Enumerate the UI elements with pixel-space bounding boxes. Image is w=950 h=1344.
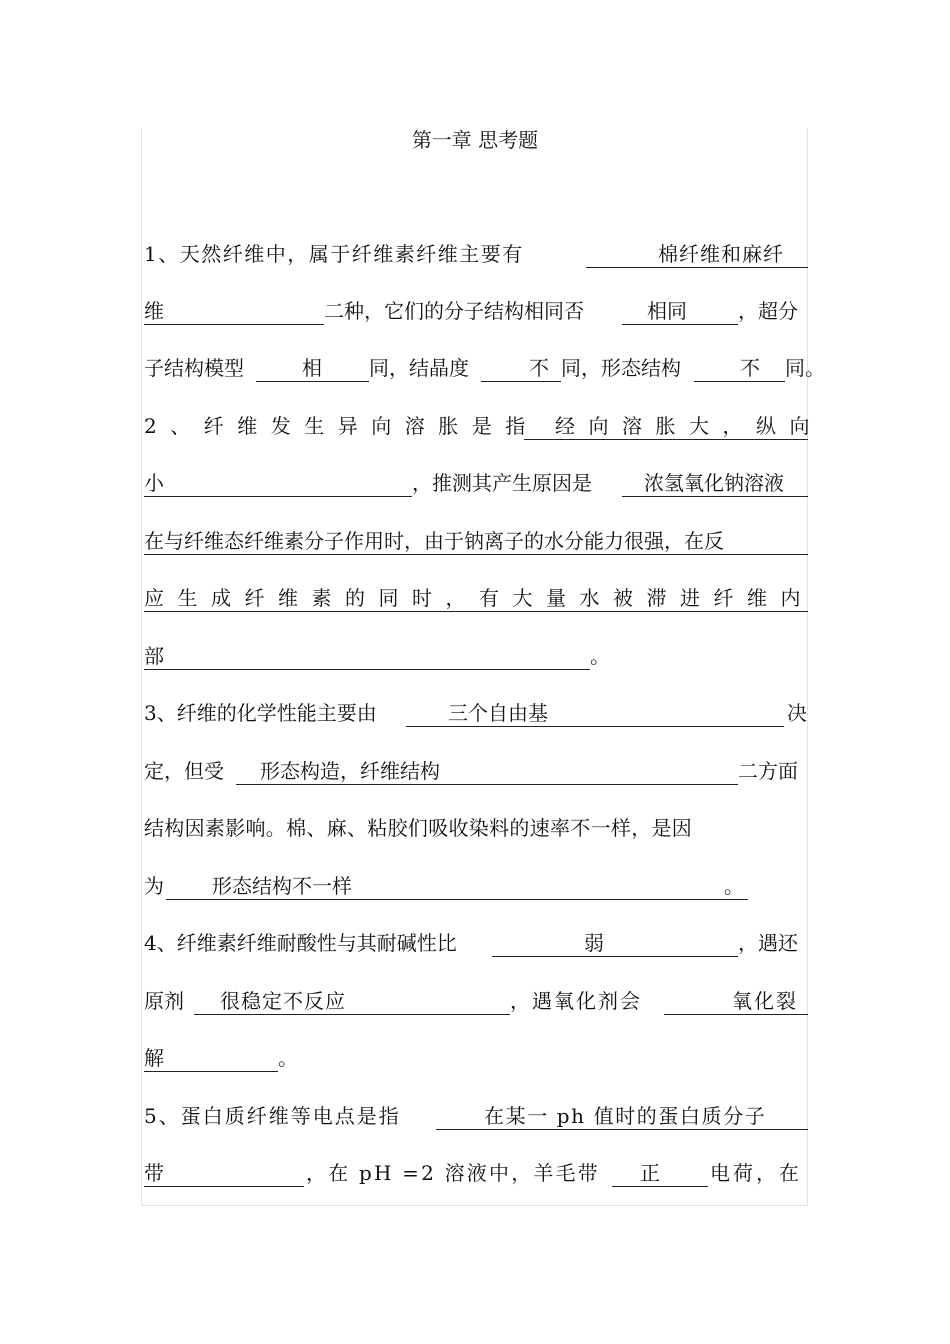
answer-text: 棉纤维和麻纤 xyxy=(658,242,784,266)
question-text: 。 xyxy=(278,1046,298,1070)
question-text: 为 xyxy=(144,874,164,898)
question-2-line-1 xyxy=(144,410,823,442)
question-text: 决 xyxy=(787,701,807,725)
question-text: 子结构模型 xyxy=(144,356,244,380)
question-2-line-3 xyxy=(144,525,808,557)
answer-text: 部 xyxy=(144,644,164,668)
answer-blank xyxy=(256,381,369,382)
question-text: 同。 xyxy=(785,356,825,380)
answer-text: 经向溶胀大，纵向 xyxy=(555,414,823,438)
question-text: 2、纤维发生异向溶胀是指 xyxy=(144,414,539,438)
question-4-line-3 xyxy=(144,1042,808,1074)
answer-text: 不 xyxy=(529,356,549,380)
question-text: 同，结晶度 xyxy=(369,356,469,380)
answer-text: 氧化裂 xyxy=(732,989,798,1013)
answer-blank xyxy=(144,1186,304,1187)
question-text: 原剂 xyxy=(144,989,184,1013)
chapter-title: 第一章 思考题 xyxy=(411,128,539,152)
question-4-line-1 xyxy=(144,927,808,959)
answer-text: 形态结构不一样 xyxy=(212,874,352,898)
question-1-line-1 xyxy=(144,238,808,270)
answer-blank xyxy=(144,324,324,325)
question-text: 。 xyxy=(590,644,610,668)
answer-text: 浓氢氧化钠溶液 xyxy=(644,471,784,495)
question-3-line-4 xyxy=(144,870,808,902)
answer-blank xyxy=(612,1186,708,1187)
question-3-line-1 xyxy=(144,697,808,729)
answer-blank xyxy=(144,1071,278,1072)
answer-blank xyxy=(492,956,738,957)
answer-blank xyxy=(144,669,590,670)
question-text: 定，但受 xyxy=(144,759,224,783)
question-5-line-1 xyxy=(144,1100,808,1132)
question-4-line-2 xyxy=(144,985,808,1017)
question-text: 电荷，在 xyxy=(710,1161,802,1185)
question-2-line-5 xyxy=(144,640,808,672)
question-text: 同，形态结构 xyxy=(561,356,681,380)
answer-text: 在与纤维态纤维素分子作用时，由于钠离子的水分能力很强，在反 xyxy=(144,529,724,553)
answer-text: 解 xyxy=(144,1046,164,1070)
answer-text: 很稳定不反应 xyxy=(220,989,346,1013)
answer-blank xyxy=(144,554,808,555)
question-text: ，超分 xyxy=(738,299,798,323)
answer-text: 正 xyxy=(640,1161,660,1185)
answer-text: 三个自由基 xyxy=(448,701,548,725)
question-2-line-4 xyxy=(144,582,814,614)
question-1-line-3 xyxy=(144,352,825,384)
answer-text: 形态构造，纤维结构 xyxy=(260,759,440,783)
answer-blank xyxy=(144,611,808,612)
question-text: 3、纤维的化学性能主要由 xyxy=(144,701,377,725)
answer-text: 应生成纤维素的同时，有大量水被滞进纤维内 xyxy=(144,586,814,610)
answer-text: 相 xyxy=(302,356,322,380)
question-text: 1、天然纤维中，属于纤维素纤维主要有 xyxy=(144,242,524,266)
question-text: ，推测其产生原因是 xyxy=(412,471,592,495)
answer-blank xyxy=(144,496,412,497)
question-2-line-2 xyxy=(144,467,808,499)
answer-text: 维 xyxy=(144,299,164,323)
question-3-line-3 xyxy=(144,812,808,844)
answer-text: 弱 xyxy=(584,931,604,955)
question-text: 二方面 xyxy=(738,759,798,783)
question-text: 二种，它们的分子结构相同否 xyxy=(324,299,584,323)
question-text: 。 xyxy=(724,874,744,898)
question-text: ，遇还 xyxy=(738,931,798,955)
answer-text: 不 xyxy=(740,356,760,380)
answer-text: 小 xyxy=(144,471,164,495)
question-1-line-2 xyxy=(144,295,808,327)
question-3-line-2 xyxy=(144,755,808,787)
question-text: 5、蛋白质纤维等电点是指 xyxy=(144,1104,401,1128)
answer-text: 带 xyxy=(144,1161,164,1185)
question-text: ，遇氧化剂会 xyxy=(510,989,642,1013)
answer-text: 相同 xyxy=(647,299,687,323)
answer-blank xyxy=(694,381,785,382)
question-5-line-2 xyxy=(144,1157,808,1189)
question-text: 4、纤维素纤维耐酸性与其耐碱性比 xyxy=(144,931,457,955)
answer-text: 在某一 ph 值时的蛋白质分子 xyxy=(484,1104,767,1128)
question-text: 结构因素影响。棉、麻、粘胶们吸收染料的速率不一样，是因 xyxy=(144,816,693,840)
question-text: ，在 pH =2 溶液中，羊毛带 xyxy=(306,1161,600,1185)
answer-blank xyxy=(622,324,738,325)
answer-blank xyxy=(481,381,561,382)
